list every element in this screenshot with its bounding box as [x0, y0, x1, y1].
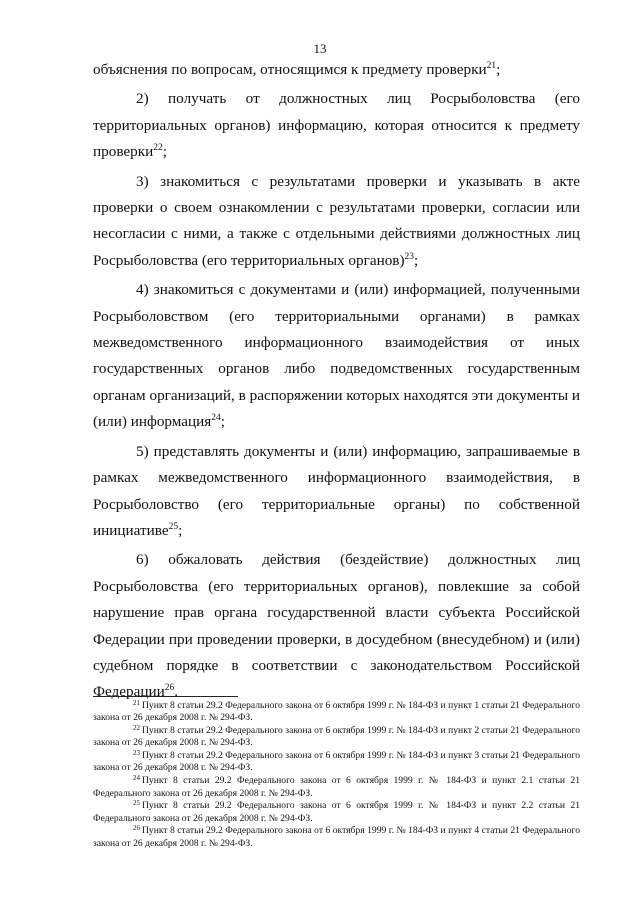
paragraph-text: объяснения по вопросам, относящимся к предмету проверки: [93, 61, 487, 78]
footnote-ref-25[interactable]: 25: [168, 521, 179, 532]
footnotes-section: [93, 700, 580, 851]
footnote-21: [93, 700, 580, 725]
paragraph-item-5: [93, 439, 580, 545]
paragraph-text: 6) обжаловать действия (бездействие) должностных лиц Росрыболовства (его территориальных органов), повлекшие за собой нарушение прав органа государственной власти субъекта Российской Федерации при проведении проверки, в досудебном (внесудебном) и (или) судебном порядке в соответствии с законодательством Российской Федерации: [93, 551, 580, 701]
footnote-text: Пункт 8 статьи 29.2 Федерального закона от 6 октября 1999 г. № 184-ФЗ и пункт 4 статьи 21 Федерального закона от 26 декабря 2008 г. № 294-ФЗ.: [93, 825, 580, 849]
footnote-ref-26[interactable]: 26: [164, 683, 175, 694]
page-number: 13: [313, 41, 327, 56]
footnote-number: 22: [133, 723, 140, 732]
footnote-text: Пункт 8 статьи 29.2 Федерального закона от 6 октября 1999 г. № 184-ФЗ и пункт 2.2 статьи 21 Федерального закона от 26 декабря 2008 г. № 294-ФЗ.: [93, 800, 580, 824]
paragraph-text: 3) знакомиться с результатами проверки и указывать в акте проверки о своем ознакомлении с результатами проверки, согласии или несогласии с ними, а также с отдельными действиями должностных лиц Росрыболовства (его территориальных органов): [93, 172, 580, 269]
footnote-text: Пункт 8 статьи 29.2 Федерального закона от 6 октября 1999 г. № 184-ФЗ и пункт 3 статьи 21 Федерального закона от 26 декабря 2008 г. № 294-ФЗ.: [93, 750, 580, 774]
paragraph-tail: ;: [220, 413, 226, 431]
footnote-number: 21: [133, 698, 140, 707]
footnote-ref-21[interactable]: 21: [486, 61, 497, 71]
footnote-23: [93, 750, 580, 775]
paragraph-tail: ;: [162, 143, 167, 161]
footnote-number: 23: [133, 748, 140, 757]
body-text: [93, 57, 580, 706]
footnote-ref-22[interactable]: 22: [153, 143, 163, 154]
footnote-26: [93, 825, 580, 850]
footnote-24: [93, 775, 580, 800]
footnote-number: 24: [133, 773, 140, 782]
footnote-text: Пункт 8 статьи 29.2 Федерального закона от 6 октября 1999 г. № 184-ФЗ и пункт 2 статьи 21 Федерального закона от 26 декабря 2008 г. № 294-ФЗ.: [93, 725, 580, 749]
footnote-text: Пункт 8 статьи 29.2 Федерального закона от 6 октября 1999 г. № 184-ФЗ и пункт 2.1 статьи 21 Федерального закона от 26 декабря 2008 г. № 294-ФЗ.: [93, 775, 580, 799]
paragraph-text: 4) знакомиться с документами и (или) информацией, полученными Росрыболовством (его территориальными органами) в рамках межведомственного информационного взаимодействия от иных государственных органов либо подведомственных государственным органам организаций, в распоряжении которых находятся эти документы и (или) информация: [93, 281, 580, 431]
paragraph-item-2: [93, 86, 580, 165]
paragraph-text: 2) получать от должностных лиц Росрыболовства (его территориальных органов) информацию, которая относится к предмету проверки: [93, 90, 580, 161]
paragraph-item-4: [93, 277, 580, 435]
footnote-ref-23[interactable]: 23: [404, 251, 415, 262]
paragraph-tail: ;: [496, 61, 501, 78]
footnote-25: [93, 800, 580, 825]
paragraph-tail: .: [174, 683, 179, 701]
footnote-text: Пункт 8 статьи 29.2 Федерального закона от 6 октября 1999 г. № 184-ФЗ и пункт 1 статьи 21 Федерального закона от 26 декабря 2008 г. № 294-ФЗ.: [93, 700, 580, 724]
paragraph-text: 5) представлять документы и (или) информацию, запрашиваемые в рамках межведомственного информационного взаимодействия, в Росрыболовство (его территориальные органы) по собственной инициативе: [93, 442, 580, 539]
paragraph-1-continuation: [93, 57, 580, 83]
footnote-ref-24[interactable]: 24: [211, 413, 221, 424]
paragraph-item-6: [93, 547, 580, 705]
paragraph-item-3: [93, 169, 580, 275]
footnote-separator: [93, 696, 238, 697]
footnote-number: 26: [133, 823, 140, 832]
paragraph-tail: ;: [414, 251, 419, 269]
footnote-22: [93, 725, 580, 750]
paragraph-tail: ;: [178, 521, 183, 539]
footnote-number: 25: [133, 798, 140, 807]
